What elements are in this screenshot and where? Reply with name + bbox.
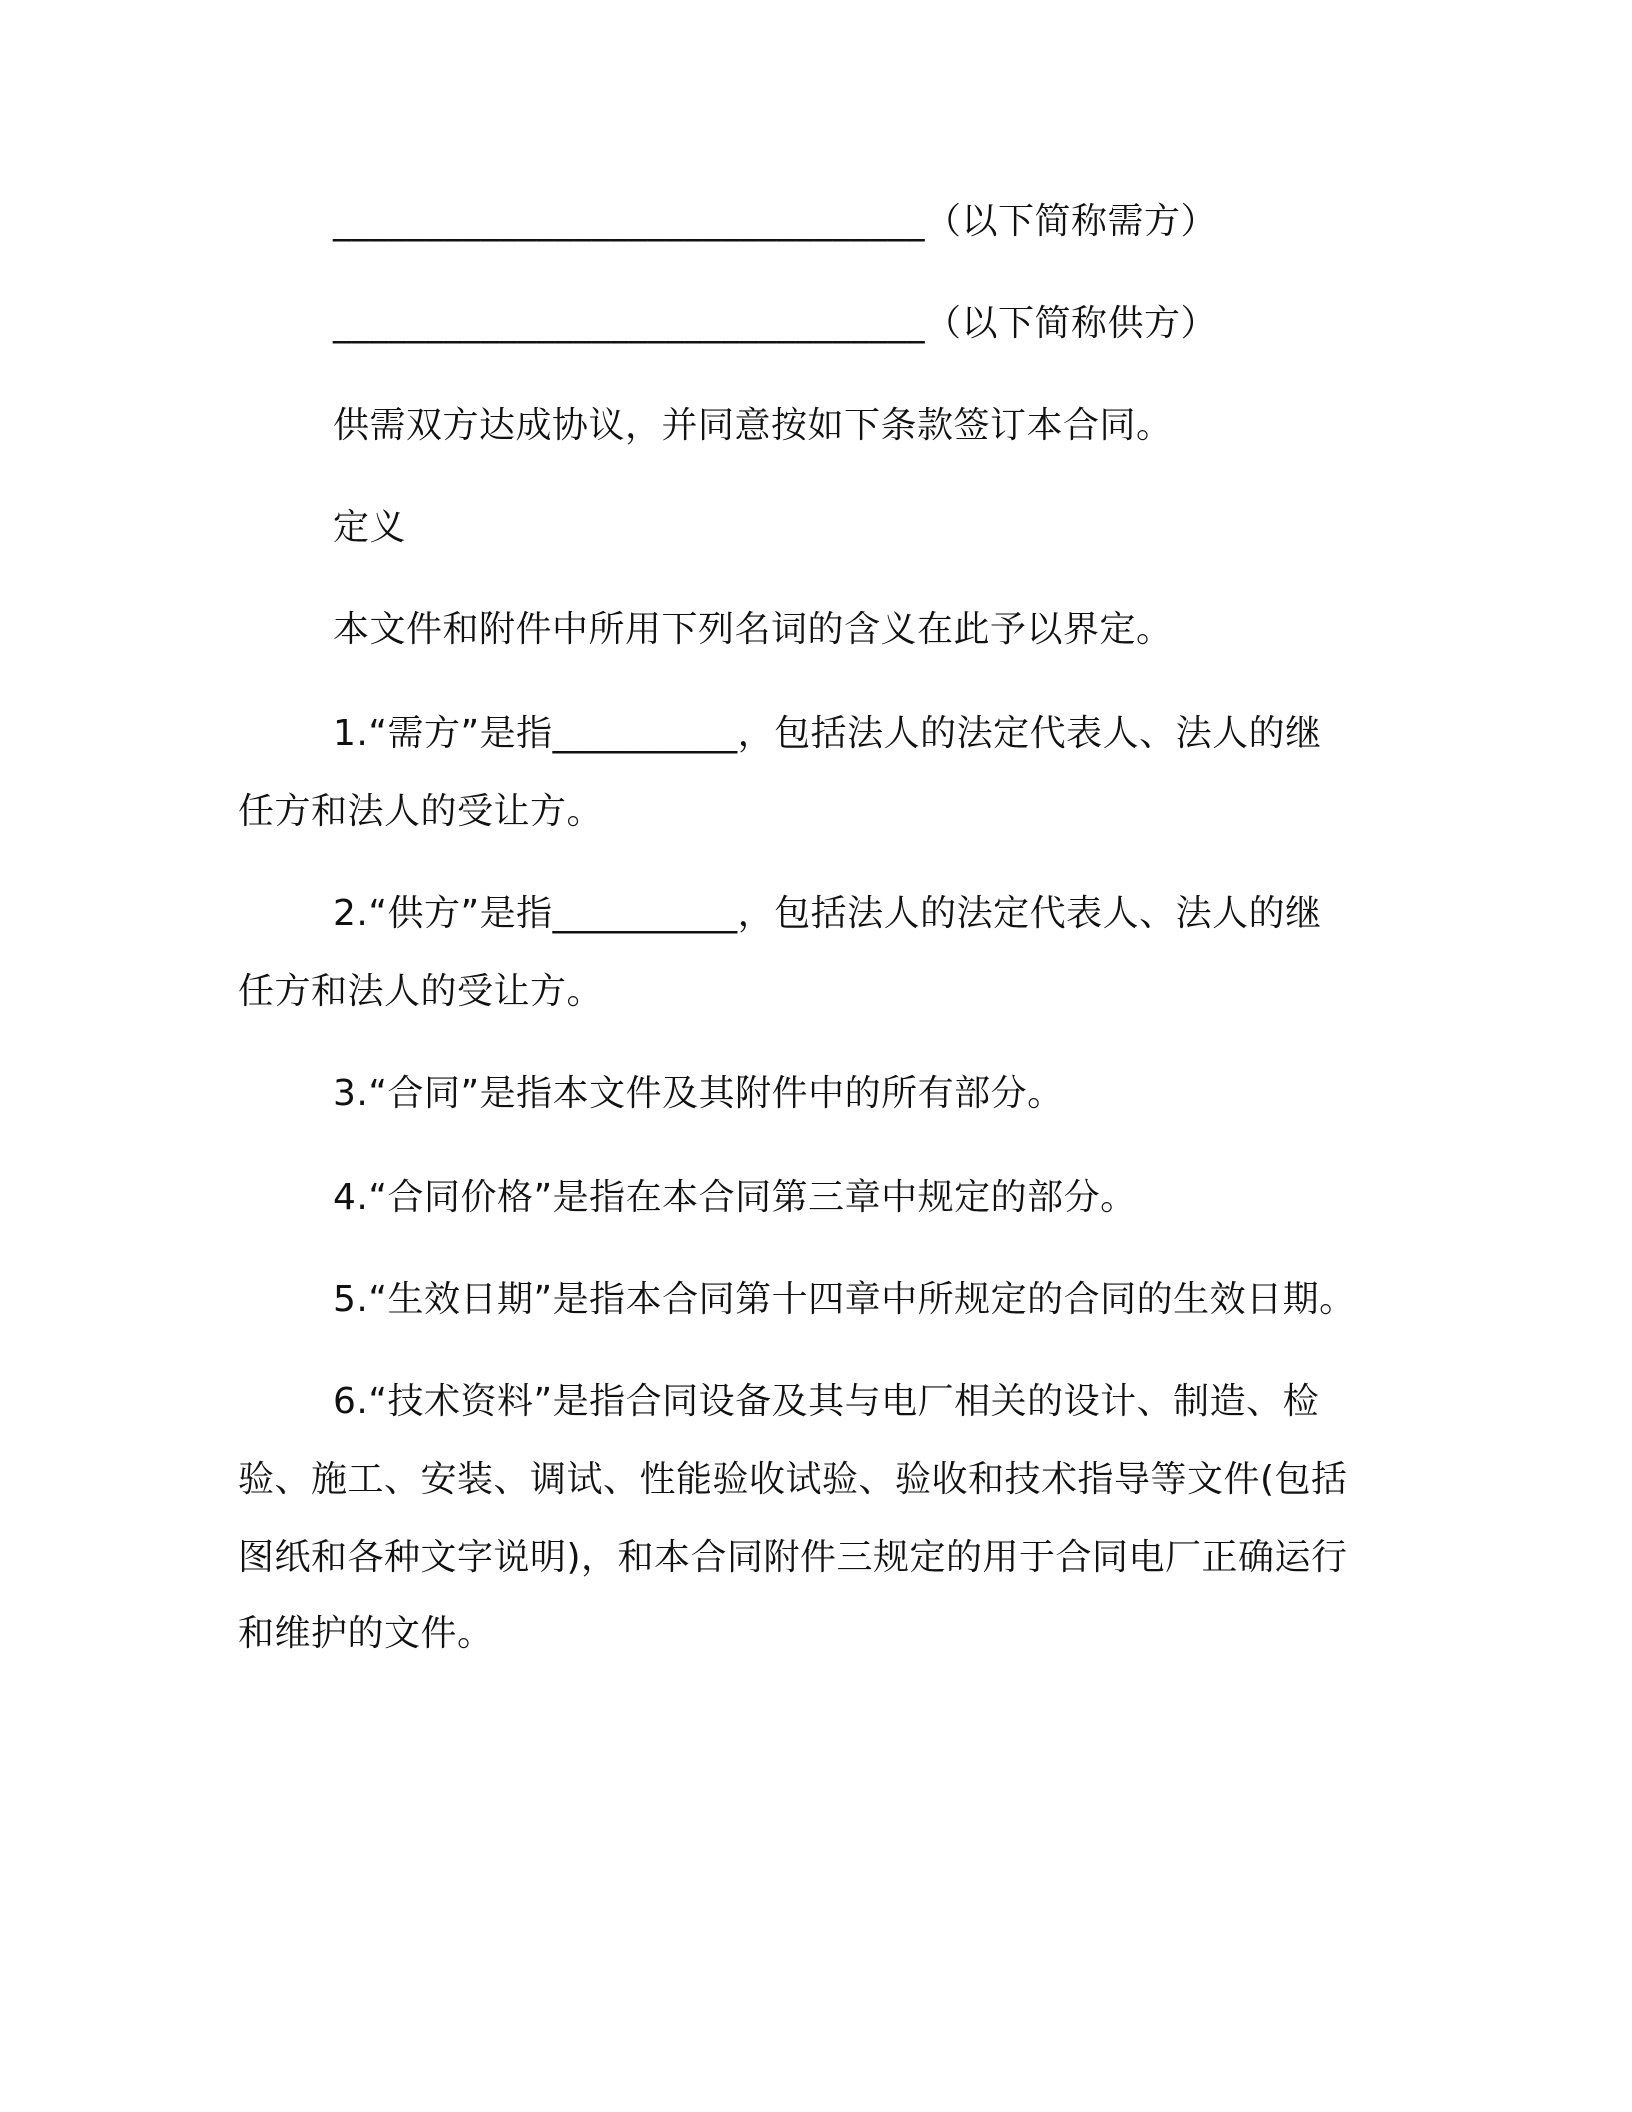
seller-party-line: ________________________________（以下简称供方） <box>333 303 1218 344</box>
definition-5: 5.“生效日期”是指本合同第十四章中所规定的合同的生效日期。 <box>333 1279 1356 1320</box>
definition-2-line-1: 2.“供方”是指__________，包括法人的法定代表人、法人的继 <box>333 893 1322 934</box>
definition-1-line-1: 1.“需方”是指__________，包括法人的法定代表人、法人的继 <box>333 713 1322 754</box>
definitions-intro: 本文件和附件中所用下列名词的含义在此予以界定。 <box>333 609 1173 650</box>
definition-2-line-2: 任方和法人的受让方。 <box>238 971 604 1012</box>
definition-3: 3.“合同”是指本文件及其附件中的所有部分。 <box>333 1073 1064 1114</box>
agreement-statement: 供需双方达成协议，并同意按如下条款签订本合同。 <box>333 405 1173 446</box>
definition-6-line-2: 验、施工、安装、调试、性能验收试验、验收和技术指导等文件(包括 <box>238 1459 1348 1500</box>
definition-4: 4.“合同价格”是指在本合同第三章中规定的部分。 <box>333 1177 1137 1218</box>
definition-6-line-4: 和维护的文件。 <box>238 1613 494 1654</box>
section-title: 定义 <box>333 507 407 548</box>
buyer-party-line: ________________________________（以下简称需方） <box>333 201 1218 242</box>
definition-1-line-2: 任方和法人的受让方。 <box>238 791 604 832</box>
definition-6-line-1: 6.“技术资料”是指合同设备及其与电厂相关的设计、制造、检 <box>333 1381 1320 1422</box>
definition-6-line-3: 图纸和各种文字说明)，和本合同附件三规定的用于合同电厂正确运行 <box>238 1537 1348 1578</box>
